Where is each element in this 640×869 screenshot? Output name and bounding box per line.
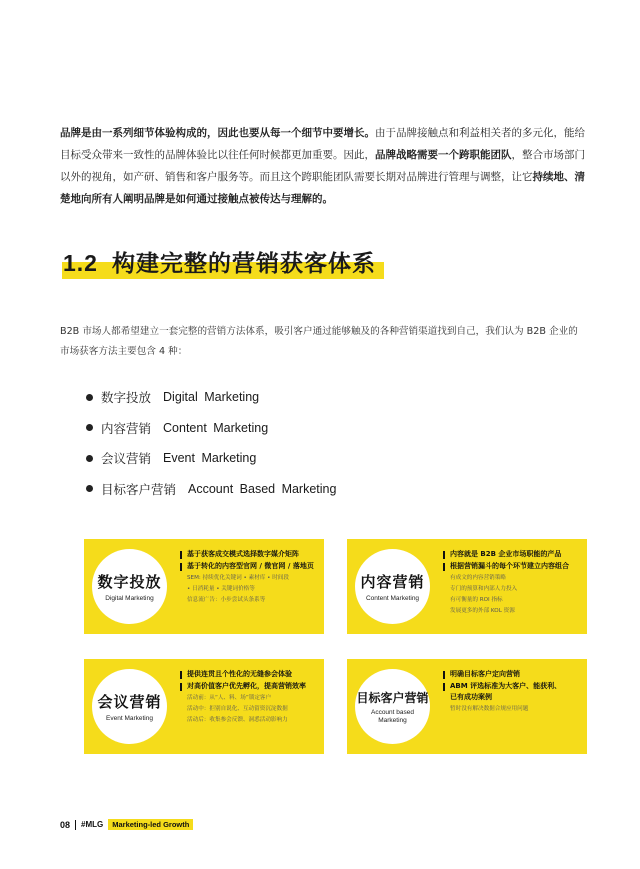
intro-segment: 品牌战略需要一个跨职能团队: [375, 149, 512, 161]
method-en: Account Based Marketing: [188, 481, 337, 496]
methods-list: [86, 382, 336, 504]
bullet-icon: [86, 424, 93, 431]
card-content: [443, 669, 583, 715]
intro-segment: 持续地、清楚地向所有人阐明品牌是如何通过接触点被传达与理解的。: [60, 171, 585, 205]
card-event-marketing: [84, 659, 324, 754]
marker-icon: [443, 551, 445, 559]
list-item: [86, 474, 336, 505]
card-title: 数字投放: [97, 572, 162, 591]
highlight-text: 根据营销漏斗的每个环节建立内容组合: [450, 562, 569, 570]
highlight-text: ABM 评选标准为大客户、能获利、: [450, 682, 562, 690]
card-highlight: [443, 561, 583, 572]
section-number: 1.2: [63, 250, 98, 276]
intro-paragraph: [60, 122, 585, 210]
list-item: [86, 443, 336, 474]
method-en: Digital Marketing: [163, 390, 260, 405]
card-subtitle: Event Marketing: [106, 714, 153, 722]
card-note: 活动中：拒别自说化、互动留资沉淀数据: [187, 706, 288, 712]
marker-icon: [443, 671, 445, 679]
page-number: 08: [60, 819, 71, 830]
method-zh: 数字投放: [101, 390, 152, 406]
marker-icon: [180, 683, 182, 691]
footer-divider: [75, 820, 76, 830]
card-content: [443, 549, 583, 617]
card-highlight: [443, 549, 583, 560]
bullet-icon: [86, 455, 93, 462]
highlight-text: 提供连贯且个性化的无缝参会体验: [187, 670, 292, 678]
card-subtitle: Digital Marketing: [105, 594, 154, 602]
card-highlight-continued: 已有成功案例: [450, 693, 492, 701]
card-note: 有成文的内容营销策略: [450, 575, 506, 581]
card-note: SEM: 持续优化关键词 • 素材库 • 时间段: [187, 575, 290, 581]
card-circle: [92, 549, 167, 624]
intro-segment: ，整合市场部门以外的视角，如产研、销售和客户服务等。而且这个跨职能团队需要长期对品牌进行管理与调整，让它: [60, 149, 585, 183]
section-title-text: 构建完整的营销获客体系: [111, 251, 376, 277]
marker-icon: [180, 563, 182, 571]
card-content: [180, 669, 320, 726]
list-item: [86, 413, 336, 444]
card-note: 专门的预算和内部人力投入: [450, 586, 518, 592]
card-content-marketing: [347, 539, 587, 634]
card-note: 信息流广告：小步尝试头条系等: [187, 597, 266, 603]
intro-segment: 品牌是由一系列细节体验构成的，因此也要从每一个细节中要增长。: [60, 127, 375, 139]
card-note: 活动后：收集参会反馈、洞悉活动影响力: [187, 717, 288, 723]
highlight-text: 明确目标客户定向营销: [450, 670, 520, 678]
card-highlight: [180, 669, 320, 680]
card-note: 有可衡量的 ROI 指标: [450, 597, 503, 603]
card-highlight: [180, 561, 320, 572]
card-note: 暂时没有解决数据合规应用问题: [450, 706, 529, 712]
method-en: Content Marketing: [163, 420, 269, 435]
method-zh: 目标客户营销: [101, 481, 177, 497]
highlight-text: 基于获客成交模式选择数字媒介矩阵: [187, 550, 299, 558]
highlight-text: 内容就是 B2B 企业市场职能的产品: [450, 550, 562, 558]
card-circle: [355, 549, 430, 624]
card-digital-marketing: [84, 539, 324, 634]
card-title: 目标客户营销: [356, 690, 429, 705]
card-highlight: [443, 669, 583, 680]
card-title: 会议营销: [97, 692, 162, 711]
card-title: 内容营销: [360, 572, 425, 591]
section-heading: [60, 244, 376, 282]
marker-icon: [443, 563, 445, 571]
method-en: Event Marketing: [163, 451, 257, 466]
marker-icon: [180, 551, 182, 559]
list-item: [86, 382, 336, 413]
card-circle: [92, 669, 167, 744]
card-subtitle: Content Marketing: [365, 594, 420, 602]
marker-icon: [443, 683, 445, 691]
method-zh: 会议营销: [101, 451, 152, 467]
marker-icon: [180, 671, 182, 679]
card-highlight: [180, 549, 320, 560]
card-note: • 日消耗量 • 关键词价格等: [187, 586, 255, 592]
card-subtitle: Account based Marketing: [370, 708, 414, 724]
bullet-icon: [86, 394, 93, 401]
card-note: 发展更多的外部 KOL 资源: [450, 608, 515, 614]
bullet-icon: [86, 485, 93, 492]
methods-intro-paragraph: B2B 市场人都希望建立一套完整的营销方法体系，吸引客户通过能够触及的各种营销渠道找到自己，我们认为 B2B 企业的市场获客方法主要包含 4 种：: [60, 326, 578, 357]
footer-badge: Marketing-led Growth: [108, 819, 193, 830]
footer-tag: #MLG: [81, 820, 104, 829]
card-highlight: [443, 681, 583, 692]
card-circle: [355, 669, 430, 744]
card-content: [180, 549, 320, 606]
highlight-text: 基于转化的内容型官网 / 微官网 / 落地页: [187, 562, 314, 570]
intro-segment: 由于品牌接触点和利益相关者的多元化，能给目标受众带来一致性的品牌体验比以往任何时候都更加重要。因此，: [60, 127, 585, 161]
card-highlight: [180, 681, 320, 692]
card-account-based-marketing: [347, 659, 587, 754]
method-zh: 内容营销: [101, 420, 152, 436]
card-note: 活动前：从“人、料、场”锁定客户: [187, 695, 272, 701]
page-footer: [60, 819, 193, 830]
section-title: [60, 244, 376, 283]
highlight-text: 对高价值客户优先孵化，提高营销效率: [187, 682, 306, 690]
